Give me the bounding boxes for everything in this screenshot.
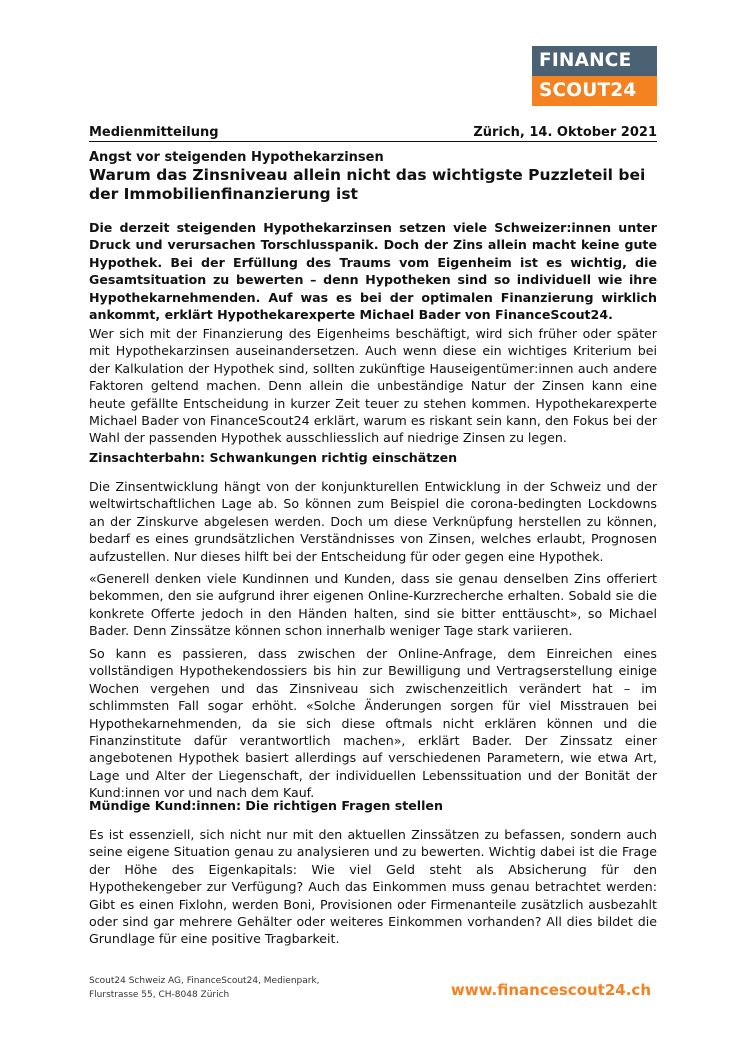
body-paragraph-1: Wer sich mit der Finanzierung des Eigenheims beschäftigt, wird sich früher oder später mit Hypothekarzinsen auseinandersetzen. Auch wenn diese ein wichtiges Kriterium bei der Kalkulation der Hypothek sind, sollten zukünftige Hauseigentümer:innen auch andere Faktoren geltend machen. Denn allein die unbeständige Natur der Zinsen kann eine heute gefällte Entscheidung in kurzer Zeit teuer zu stehen kommen. Hypothekarexperte Michael Bader von FinanceScout24 erklärt, warum es riskant sein kann, den Fokus bei der Wahl der passenden Hypothek ausschliesslich auf niedrige Zinsen zu legen. <box>89 326 657 446</box>
body-paragraph-4: So kann es passieren, dass zwischen der Online-Anfrage, dem Einreichen eines vollständigen Hypothekendossiers bis hin zur Bewilligung und Vertragserstellung einige Wochen vergehen und das Zinsniveau sich zwischenzeitlich verändert hat – im schlimmsten Fall sogar erhöht. «Solche Änderungen sorgen für viel Misstrauen bei Hypothekarnehmenden, da sie sich diese oftmals nicht erklären können und die Finanzinstitute dafür verantwortlich machen», erklärt Bader. Der Zinssatz einer angebotenen Hypothek basiert allerdings auf verschiedenen Parametern, wie etwa Art, Lage und Alter der Liegenschaft, der individuellen Lebenssituation und der Bonität der Kund:innen vor und nach dem Kauf. <box>89 646 657 801</box>
kicker: Angst vor steigenden Hypothekarzinsen <box>89 150 384 165</box>
header-place-date: Zürich, 14. Oktober 2021 <box>473 125 657 140</box>
logo-line-scout24: SCOUT24 <box>532 76 657 106</box>
logo-line-finance: FINANCE <box>532 46 657 76</box>
financescout24-logo <box>532 46 657 106</box>
body-paragraph-3: «Generell denken viele Kundinnen und Kunden, dass sie genau denselben Zins offeriert bekommen, den sie aufgrund ihrer eigenen Online-Kurzrecherche erhalten. Sobald sie die konkrete Offerte jedoch in den Händen halten, sind sie bitter enttäuscht», so Michael Bader. Denn Zinssätze können schon innerhalb weniger Tage stark variieren. <box>89 571 657 639</box>
body-paragraph-5: Es ist essenziell, sich nicht nur mit den aktuellen Zinssätzen zu befassen, sondern auch seine eigene Situation genau zu analysieren und zu bewerten. Wichtig dabei ist die Frage der Höhe des Eigenkapitals: Wie viel Geld steht als Absicherung für den Hypothekengeber zur Verfügung? Auch das Einkommen muss genau betrachtet werden: Gibt es einen Fixlohn, werden Boni, Provisionen oder Firmenanteile zusätzlich ausbezahlt oder sind gar mehrere Gehälter oder weiteres Einkommen vorhanden? All dies bildet die Grundlage für eine positive Tragbarkeit. <box>89 827 657 947</box>
body-paragraph-2: Die Zinsentwicklung hängt von der konjunkturellen Entwicklung in der Schweiz und der weltwirtschaftlichen Lage ab. So können zum Beispiel die corona-bedingten Lockdowns an der Zinskurve abgelesen werden. Doch um diese Verknüpfung herstellen zu können, bedarf es eines grundsätzlichen Verständnisses von Zinsen, welches erlaubt, Prognosen aufzustellen. Nur dieses hilft bei der Entscheidung für oder gegen eine Hypothek. <box>89 479 657 564</box>
lead-paragraph: Die derzeit steigenden Hypothekarzinsen setzen viele Schweizer:innen unter Druck und verursachen Torschlusspanik. Doch der Zins allein macht keine gute Hypothek. Bei der Erfüllung des Traums vom Eigenheim ist es wichtig, die Gesamtsituation zu bewerten – denn Hypotheken sind so individuell wie ihre Hypothekarnehmenden. Auf was es bei der optimalen Finanzierung wirklich ankommt, erklärt Hypothekarexperte Michael Bader von FinanceScout24. <box>89 220 657 323</box>
subheading-muendige-kunden: Mündige Kund:innen: Die richtigen Fragen stellen <box>89 798 443 813</box>
footer-website-link[interactable]: www.financescout24.ch <box>450 981 651 999</box>
header-label: Medienmitteilung <box>89 125 219 140</box>
headline: Warum das Zinsniveau allein nicht das wichtigste Puzzleteil bei der Immobilienfinanzierung ist <box>89 166 646 203</box>
footer-address-line-1: Scout24 Schweiz AG, FinanceScout24, Medienpark, <box>89 976 320 986</box>
document-header <box>89 125 657 142</box>
footer-address <box>89 975 320 1002</box>
subheading-zinsachterbahn: Zinsachterbahn: Schwankungen richtig einschätzen <box>89 450 458 465</box>
footer-address-line-2: Flurstrasse 55, CH-8048 Zürich <box>89 989 230 1000</box>
